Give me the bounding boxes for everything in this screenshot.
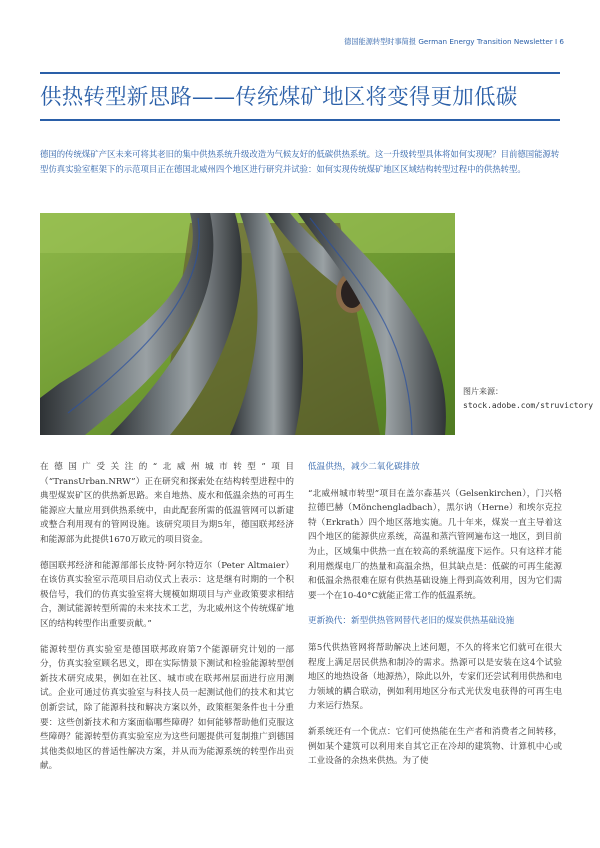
page-title: 供热转型新思路——传统煤矿地区将变得更加低碳	[40, 85, 518, 110]
intro-paragraph: 德国的传统煤矿产区未来可将其老旧的集中供热系统升级改造为气候友好的低碳供热系统。这一升级转型具体将如何实现呢？目前德国能源转型仿真实验室框架下的示范项目正在德国北威州四个地区进行研究并试验：如何实现传统煤矿地区区域结构转型过程中的供热转型。	[40, 149, 560, 174]
newsletter-header: 德国能源转型时事简报 German Energy Transition Newsletter I 6	[344, 37, 564, 46]
photo-credit: 图片来源：stock.adobe.com/struvictory	[463, 387, 594, 410]
left-paragraph-2: 德国联邦经济和能源部部长皮特·阿尔特迈尔（Peter Altmaier）在该仿真实验室示范项目启动仪式上表示：这是继有时期的一个积极信号，我们的仿真实验室将大规模如期项目与产业政策要求相结合，测试能源转型所需的未来技术工艺，为北威州这个传统煤矿地区的结构转型作出重要贡献。”	[40, 560, 294, 629]
left-paragraph-1: 在德国广受关注的“北威州城市转型”项目（“TransUrban.NRW”）正在研究和探索处在结构转型进程中的典型煤炭矿区的供热新思路。来自地热、废水和低温余热的可再生能源应大量应用到供热系统中，由此配套所需的低温管网可以新建或整合利用现有的管网设施。该研究项目为期5年，德国联邦经济和能源部为此提供1670万欧元的项目资金。	[40, 462, 294, 545]
right-paragraph-2: 第5代供热管网将帮助解决上述问题，不久的将来它们就可在很大程度上满足居民供热和制冷的需求。热源可以是安装在这4个试验地区的地热设备（地源热），除此以外，专家们还尝试利用供热和电力领域的耦合联动，例如利用地区分布式光伏发电获得的可再生电力来运行热泵。	[308, 642, 562, 712]
right-column	[308, 460, 562, 780]
title-rule-bottom	[40, 119, 560, 121]
left-column	[40, 460, 294, 785]
left-paragraph-3: 能源转型仿真实验室是德国联邦政府第7个能源研究计划的一部分，仿真实验室顾名思义，即在实际情景下测试和检验能源转型创新技术研究成果，例如在社区、城市或在联邦州层面进行应用测试。企业可通过仿真实验室与科技人员一起测试他们的技术和其它创新尝试，除了能源科技和解决方案以外，政策框架条件也十分重要：这些创新技术和方案面临哪些障碍？如何能够帮助他们克服这些障碍？能源转型仿真实验室应为这些问题提供可复制推广到德国其他类似地区的普适性解决方案，并从而为能源系统的转型作出贡献。	[40, 644, 294, 772]
pipes-photo	[40, 213, 455, 435]
title-rule-top	[40, 72, 560, 74]
section-heading-upgrade: 更新换代：新型供热管网替代老旧的煤炭供热基础设施	[308, 616, 515, 627]
section-heading-low-temp: 低温供热，减少二氧化碳排放	[308, 462, 420, 472]
right-paragraph-1: “北威州城市转型”项目在盖尔森基兴（Gelsenkirchen），门兴格拉德巴赫（Mönchengladbach），黑尔讷（Herne）和埃尔克拉特（Erkrath）四个地区落地实施。几十年来，煤炭一直主导着这四个地区的能源供应系统，高温和蒸汽管网遍布这一地区，到目前为止，区域集中供热一直在较高的系统温度下运作。只有这样才能利用燃煤电厂的热量和高温余热，但其缺点是：低碳的可再生能源和低温余热很难在原有供热基础设施上得到高效利用，因为它们需要一个在10-40°C就能正常工作的低温系统。	[308, 488, 562, 601]
right-paragraph-3: 新系统还有一个优点：它们可使热能在生产者和消费者之间转移，例如某个建筑可以利用来自其它正在冷却的建筑物、计算机中心或工业设备的余热来供热。为了使	[308, 726, 562, 767]
